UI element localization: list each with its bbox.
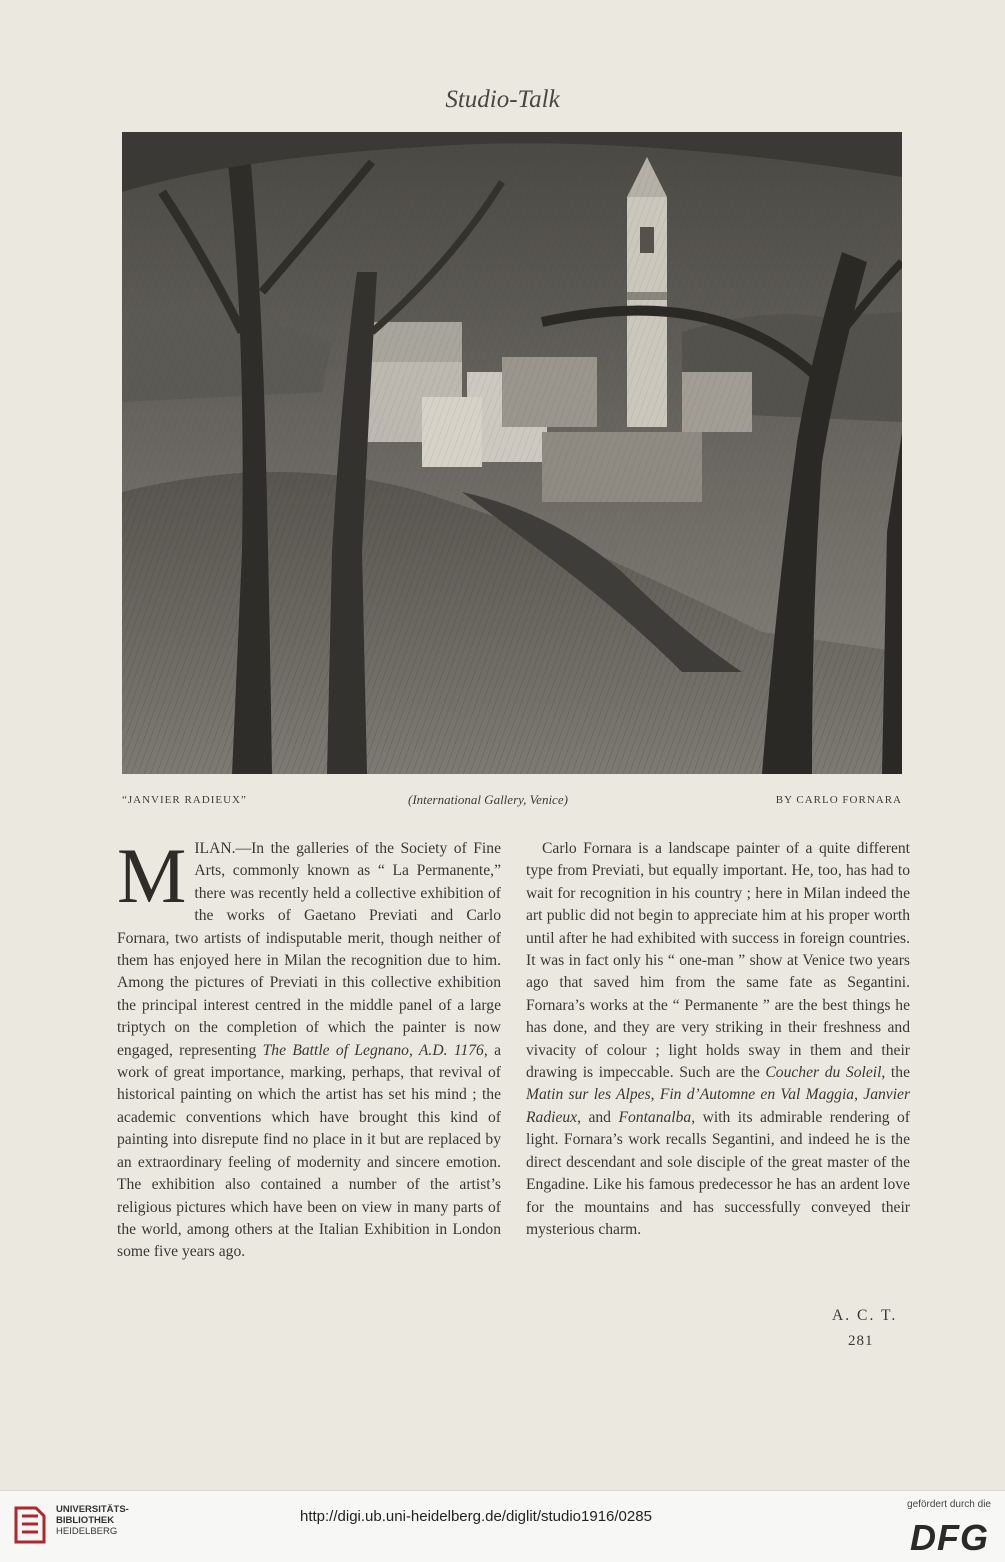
work-title: The Battle of Legnano, A.D. 1176 — [262, 1041, 484, 1059]
drop-cap: M — [117, 832, 187, 919]
page-number: 281 — [848, 1333, 874, 1349]
janvier-radieux-illustration — [122, 132, 902, 774]
caption-title: “JANVIER RADIEUX” — [122, 794, 247, 806]
figure-caption — [122, 792, 902, 812]
paragraph: MILAN.—In the galleries of the Society of Fine Arts, commonly known as “ La Permanente,” there was recently held a collective exhibition of the works of Gaetano Previati and Carlo Fornara, two artists of indisputable merit, though neither of them has enjoyed here in Milan the recognition due to him. Among the pictures of Previati in this collective exhibition the principal interest centred in the middle panel of a large triptych on the completion of which the painter is now engaged, representing The Battle of Legnano, A.D. 1176, a work of great importance, marking, perhaps, that revival of historical painting on which the artist has set his mind ; the academic conventions which have brought this kind of painting into disrepute find no place in it but are replaced by an extraordinary feeling of modernity and sincere emotion. The exhibition also contained a number of the artist’s religious pictures which have been on view in many parts of the world, among others at the Italian Exhibition in London some five years ago. — [117, 832, 502, 1261]
author-initials: A. C. T. — [832, 1307, 898, 1324]
dfg-logo: DFG — [910, 1517, 989, 1558]
paragraph: Carlo Fornara is a landscape painter of a quite different type from Previati, but equally important. He, too, has had to wait for recognition in his country ; here in Milan indeed the art public did not begin to appreciate him at his proper worth until after he had exhibited with success in foreign countries. It was in fact only his “ one-man ” show at Venice two years ago that saved him from the same fate as Segantini. Fornara’s works at the “ Permanente ” are the best things he has done, and they are very striking in their freshness and vivacity of colour ; light holds sway in them and their drawing is impeccable. Such are the Coucher du Soleil, the Matin sur les Alpes, Fin d’Automne en Val Maggia, Janvier Radieux, and Fontanalba, with its admirable rendering of light. Fornara’s work recalls Segantini, and indeed he is the direct descendant and sole disciple of the great master of the Engadine. Like his famous predecessor he has an ardent love for the mountains and has successfully conveyed their mysterious charm. — [526, 840, 911, 1238]
work-title: Coucher du Soleil — [765, 1064, 882, 1082]
article-column-right — [526, 838, 910, 1241]
caption-location: (International Gallery, Venice) — [408, 792, 568, 807]
work-title: Fontanalba — [618, 1108, 692, 1126]
work-title: Fin d’Automne en Val Maggia — [659, 1086, 855, 1104]
digitization-footer — [0, 1490, 1005, 1562]
permalink-url[interactable]: http://digi.ub.uni-heidelberg.de/diglit/studio1916/0285 — [300, 1508, 652, 1525]
work-title: Janvier Radieux — [526, 1086, 911, 1126]
work-title: Matin sur les Alpes — [526, 1086, 651, 1104]
caption-artist: BY CARLO FORNARA — [775, 794, 902, 806]
running-head: Studio-Talk — [445, 86, 560, 113]
library-name: UNIVERSITÄTS- BIBLIOTHEK HEIDELBERG — [56, 1504, 129, 1537]
funding-note: gefördert durch die — [907, 1499, 991, 1510]
university-library-logo-icon[interactable] — [10, 1502, 50, 1548]
article-column-left — [117, 832, 502, 1264]
